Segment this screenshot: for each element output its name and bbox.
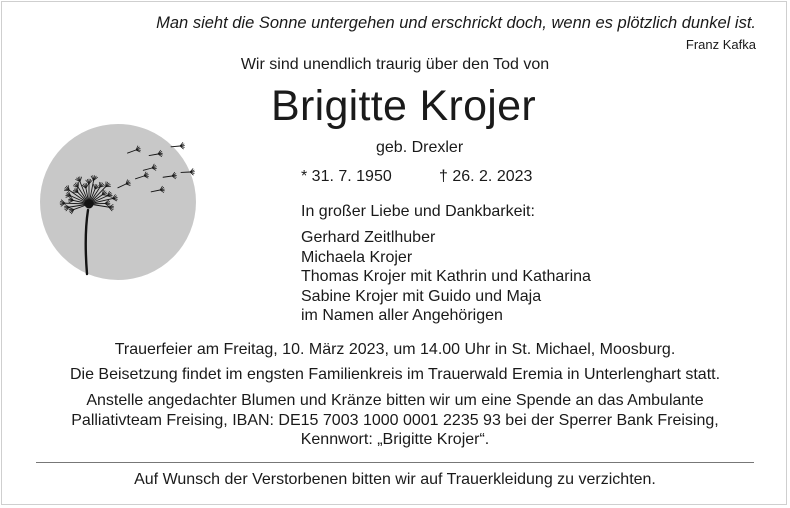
quote-text: Man sieht die Sonne untergehen und erschrickt doch, wenn es plötzlich dunkel ist.	[156, 14, 756, 32]
quote-author: Franz Kafka	[685, 37, 756, 52]
death-date: † 26. 2. 2023	[439, 168, 533, 185]
dandelion-emblem	[40, 124, 196, 280]
dandelion-icon	[40, 124, 196, 280]
donation-line: Palliativteam Freising, IBAN: DE15 7003 1000 0001 2235 93 bei der Sperrer Bank Freising,	[71, 411, 719, 429]
seed-ray	[89, 203, 105, 204]
funeral-notice: Trauerfeier am Freitag, 10. März 2023, um 14.00 Uhr in St. Michael, Moosburg.	[114, 341, 676, 358]
mourner-name: Gerhard Zeitlhuber	[301, 229, 436, 246]
mourners-heading: In großer Liebe und Dankbarkeit:	[301, 203, 535, 220]
clothing-request: Auf Wunsch der Verstorbenen bitten wir auf Trauerkleidung zu verzichten.	[134, 471, 656, 488]
deceased-name: Brigitte Krojer	[271, 82, 536, 130]
mourner-name: Sabine Krojer mit Guido und Maja	[301, 287, 542, 305]
mourners-list	[301, 228, 591, 326]
burial-notice: Die Beisetzung findet im engsten Familienkreis im Trauerwald Eremia in Unterlenghart statt.	[69, 366, 721, 383]
mourner-name: im Namen aller Angehörigen	[301, 307, 503, 325]
mourner-name: Michaela Krojer	[301, 248, 413, 266]
birth-date: * 31. 7. 1950	[301, 168, 392, 185]
divider	[36, 462, 754, 463]
mourner-name: Thomas Krojer mit Kathrin und Katharina	[301, 268, 591, 286]
donation-notice	[0, 391, 790, 450]
donation-line: Anstelle angedachter Blumen und Kränze bitten wir um eine Spende an das Ambulante	[86, 392, 704, 409]
donation-line: Kennwort: „Brigitte Krojer“.	[300, 431, 490, 449]
intro-line: Wir sind unendlich traurig über den Tod von	[240, 56, 550, 73]
birth-name: geb. Drexler	[376, 139, 464, 156]
